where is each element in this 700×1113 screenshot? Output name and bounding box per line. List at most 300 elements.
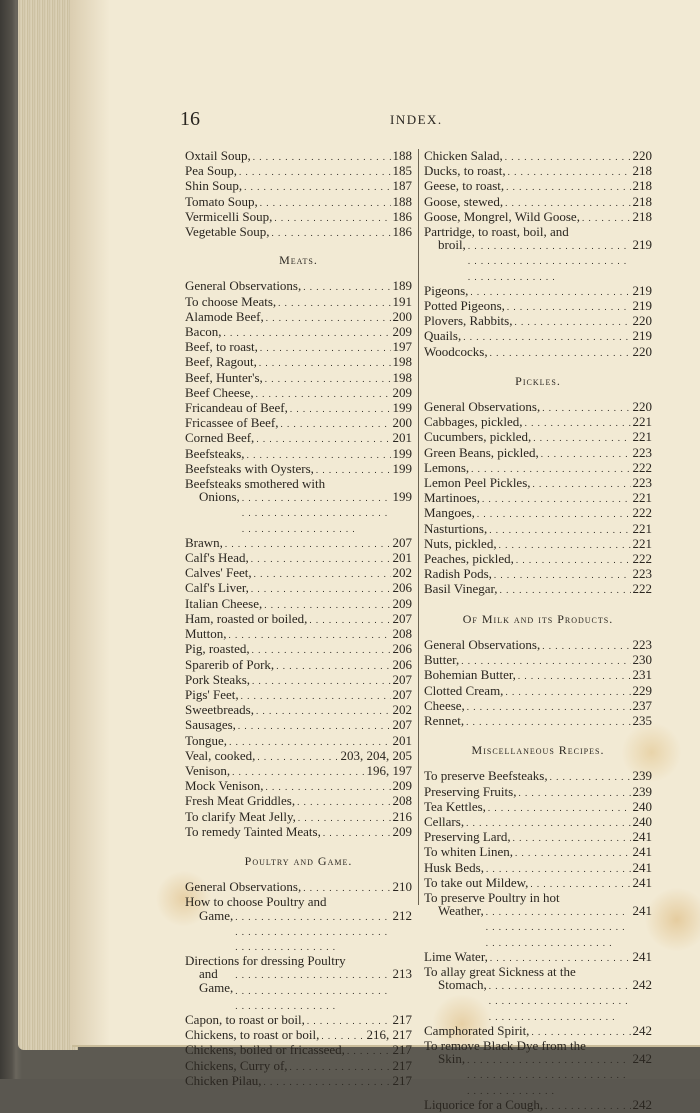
- entry-page: 206: [392, 580, 412, 596]
- index-entry: [424, 845, 652, 860]
- misc-list: [424, 769, 652, 891]
- index-entry: [185, 566, 412, 581]
- leader-dots: [265, 371, 391, 386]
- leader-dots: [251, 581, 391, 596]
- entry-name: Liquorice for a Cough,: [424, 1096, 544, 1112]
- leader-dots: [516, 552, 631, 567]
- entry-page: 216: [392, 808, 412, 824]
- leader-dots: [256, 386, 391, 401]
- section-heading-meats: Meats.: [279, 253, 318, 268]
- entry-name: Brawn,: [185, 534, 223, 550]
- leader-dots: [274, 210, 390, 225]
- entry-page: 218: [632, 178, 652, 194]
- entry-name-line2: Stomach,: [438, 977, 487, 993]
- leader-dots: [242, 490, 391, 536]
- index-entry: [185, 764, 412, 779]
- leader-dots: [278, 295, 390, 310]
- leader-dots: [297, 794, 390, 809]
- entry-page: 239: [632, 768, 652, 784]
- leader-dots: [290, 401, 391, 416]
- entry-page: 209: [392, 384, 412, 400]
- poultry-list: [185, 880, 412, 895]
- entry-name: Pigeons,: [424, 282, 469, 298]
- entry-name: General Observations,: [424, 636, 541, 652]
- misc-list-4: [424, 1098, 652, 1113]
- entry-page: 207: [392, 610, 412, 626]
- index-entry: [424, 179, 652, 194]
- entry-page: 220: [632, 399, 652, 415]
- entry-name: Chickens, boiled or fricasseed,: [185, 1042, 345, 1058]
- entry-page: 206: [392, 656, 412, 672]
- entry-name: Capon, to roast or boil,: [185, 1011, 305, 1027]
- meats-list-continued: [185, 536, 412, 840]
- index-entry: [424, 1098, 652, 1113]
- entry-name: Cheese,: [424, 697, 465, 713]
- entry-page: 221: [632, 535, 652, 551]
- leader-dots: [256, 703, 391, 718]
- leader-dots: [298, 810, 391, 825]
- page-header: [70, 108, 700, 132]
- entry-page: 237: [632, 697, 652, 713]
- index-entry: [424, 400, 652, 415]
- entry-page: 242: [632, 1022, 652, 1038]
- entry-page: 221: [632, 429, 652, 445]
- entry-name: Nasturtions,: [424, 520, 488, 536]
- leader-dots: [467, 1052, 630, 1098]
- meats-list: [185, 279, 412, 477]
- index-entry: [185, 164, 412, 179]
- poultry-list-right: [424, 149, 652, 225]
- leader-dots: [276, 658, 390, 673]
- leader-dots: [550, 769, 631, 784]
- entry-page: 223: [632, 444, 652, 460]
- entry-name: Sweetbreads,: [185, 702, 254, 718]
- leader-dots: [489, 978, 631, 1024]
- entry-page: 207: [392, 686, 412, 702]
- entry-page: 222: [632, 459, 652, 475]
- index-entry: [424, 785, 652, 800]
- leader-dots: [513, 830, 631, 845]
- leader-dots: [515, 845, 631, 860]
- poultry-list-continued: [185, 1013, 412, 1089]
- entry-page: 222: [632, 505, 652, 521]
- leader-dots: [281, 416, 391, 431]
- index-entry: [424, 345, 652, 360]
- index-entry: [185, 536, 412, 551]
- index-entry: [424, 950, 652, 965]
- entry-page: 196, 197: [366, 762, 412, 778]
- index-entry: [424, 284, 652, 299]
- entry-name: Veal, cooked,: [185, 747, 256, 763]
- entry-name: Pig, roasted,: [185, 641, 250, 657]
- entry-name: General Observations,: [185, 879, 302, 895]
- entry-line2: [185, 909, 412, 955]
- leader-dots: [260, 195, 391, 210]
- index-entry: [424, 684, 652, 699]
- entry-name: Green Beans, pickled,: [424, 444, 539, 460]
- index-entry: [185, 551, 412, 566]
- leader-dots: [505, 684, 630, 699]
- entry-page: 222: [632, 581, 652, 597]
- entry-name: Goose, Mongrel, Wild Goose,: [424, 208, 580, 224]
- leader-dots: [542, 638, 630, 653]
- entry-name: Geese, to roast,: [424, 178, 505, 194]
- leader-dots: [321, 1028, 364, 1043]
- leader-dots: [259, 355, 391, 370]
- index-entry: [424, 225, 652, 284]
- misc-list-3: [424, 1024, 652, 1039]
- entry-name: Goose, stewed,: [424, 193, 504, 209]
- leader-dots: [466, 815, 630, 830]
- index-entry: [185, 673, 412, 688]
- entry-name: Lemon Peel Pickles,: [424, 475, 531, 491]
- leader-dots: [518, 785, 630, 800]
- entry-page: 230: [632, 652, 652, 668]
- index-entry: [424, 567, 652, 582]
- leader-dots: [264, 1074, 391, 1089]
- poultry-list-right-continued: [424, 284, 652, 360]
- entry-page: 241: [632, 874, 652, 890]
- entry-page: 217: [392, 1011, 412, 1027]
- leader-dots: [471, 461, 630, 476]
- entry-page: 212: [392, 907, 412, 923]
- running-head: INDEX.: [390, 112, 443, 127]
- entry-name-line2: Onions,: [199, 489, 240, 505]
- entry-page: 218: [632, 163, 652, 179]
- entry-line2: [185, 490, 412, 536]
- entry-name: To preserve Beefsteaks,: [424, 768, 548, 784]
- soups-list: [185, 149, 412, 240]
- leader-dots: [470, 284, 630, 299]
- entry-name: Preserving Lard,: [424, 829, 511, 845]
- index-entry: [424, 1039, 652, 1098]
- entry-name: Chicken Pilau,: [185, 1072, 262, 1088]
- index-entry: [424, 537, 652, 552]
- entry-name-line2: Skin,: [438, 1051, 466, 1067]
- index-entry: [185, 179, 412, 194]
- index-entry: [424, 861, 652, 876]
- section-heading-milk: Of Milk and its Products.: [462, 611, 614, 626]
- pickles-list: [424, 400, 652, 598]
- leader-dots: [545, 1098, 630, 1113]
- entry-page: 223: [632, 636, 652, 652]
- index-entry: [185, 447, 412, 462]
- entry-name: Sausages,: [185, 717, 236, 733]
- entry-name: To choose Meats,: [185, 293, 277, 309]
- index-entry: [424, 430, 652, 445]
- entry-page: 229: [632, 682, 652, 698]
- entry-page: 219: [632, 328, 652, 344]
- entry-page: 222: [632, 551, 652, 567]
- entry-name: Woodcocks,: [424, 343, 488, 359]
- left-column: [185, 149, 412, 1089]
- entry-name: Cucumbers, pickled,: [424, 429, 532, 445]
- entry-name: Potted Pigeons,: [424, 298, 505, 314]
- leader-dots: [251, 551, 391, 566]
- entry-name: To clarify Meat Jelly,: [185, 808, 296, 824]
- leader-dots: [225, 536, 391, 551]
- entry-page: 210: [392, 879, 412, 895]
- entry-page: 188: [392, 193, 412, 209]
- column-rule: [418, 149, 419, 905]
- index-entry: [185, 895, 412, 954]
- entry-page: 220: [632, 148, 652, 163]
- index-entry: [185, 279, 412, 294]
- index-entry: [185, 225, 412, 240]
- entry-page: 187: [392, 178, 412, 194]
- entry-page: 221: [632, 520, 652, 536]
- index-entry: [424, 195, 652, 210]
- entry-page: 201: [392, 732, 412, 748]
- entry-name-line2: broil,: [438, 237, 466, 253]
- leader-dots: [247, 447, 391, 462]
- index-entry: [185, 416, 412, 431]
- index-entry: [424, 876, 652, 891]
- entry-name-line2: Weather,: [438, 903, 484, 919]
- entry-line2: [185, 967, 412, 1013]
- misc-list-2: [424, 950, 652, 965]
- entry-name: Shin Soup,: [185, 178, 243, 194]
- entry-name-line1: To preserve Poultry in hot: [424, 889, 560, 905]
- index-entry: [185, 749, 412, 764]
- leader-dots: [500, 582, 631, 597]
- entry-page: 200: [392, 308, 412, 324]
- entry-name: Beefsteaks smothered with: [185, 476, 326, 492]
- entry-name: Cabbages, pickled,: [424, 414, 523, 430]
- entry-name: Beef, Hunter's,: [185, 369, 263, 385]
- index-entry: [424, 830, 652, 845]
- index-entry: [185, 340, 412, 355]
- entry-name: Chickens, to roast or boil,: [185, 1027, 320, 1043]
- entry-name: Vegetable Soup,: [185, 224, 270, 240]
- index-entry: [185, 658, 412, 673]
- entry-name: Beefsteaks with Oysters,: [185, 460, 314, 476]
- leader-dots: [252, 673, 391, 688]
- entry-page: 209: [392, 778, 412, 794]
- leader-dots: [505, 149, 631, 164]
- entry-page: 208: [392, 793, 412, 809]
- entry-name: To take out Mildew,: [424, 874, 529, 890]
- entry-page: 209: [392, 324, 412, 340]
- index-entry: [185, 1028, 412, 1043]
- entry-name: Lime Water,: [424, 948, 488, 964]
- entry-name: Cellars,: [424, 813, 465, 829]
- index-entry: [424, 329, 652, 344]
- entry-page: 207: [392, 671, 412, 687]
- leader-dots: [499, 537, 631, 552]
- entry-page: 241: [632, 948, 652, 964]
- entry-name: To remedy Tainted Meats,: [185, 823, 321, 839]
- leader-dots: [541, 446, 631, 461]
- index-entry: [424, 699, 652, 714]
- entry-name: Chickens, Curry of,: [185, 1057, 288, 1073]
- entry-name: Nuts, pickled,: [424, 535, 497, 551]
- leader-dots: [347, 1043, 391, 1058]
- leader-dots: [486, 904, 631, 950]
- leader-dots: [256, 431, 390, 446]
- index-entry: [185, 581, 412, 596]
- leader-dots: [316, 462, 391, 477]
- entry-page: 241: [632, 903, 652, 919]
- entry-page: 241: [632, 844, 652, 860]
- index-entry: [424, 714, 652, 729]
- leader-dots: [518, 668, 631, 683]
- index-entry: [185, 295, 412, 310]
- entry-page: 239: [632, 783, 652, 799]
- leader-dots: [486, 861, 631, 876]
- index-entry: [185, 597, 412, 612]
- entry-page: 209: [392, 595, 412, 611]
- entry-name: Tongue,: [185, 732, 228, 748]
- leader-dots: [463, 329, 630, 344]
- entry-page: 235: [632, 712, 652, 728]
- index-entry: [424, 446, 652, 461]
- leader-dots: [229, 627, 391, 642]
- leader-dots: [239, 164, 391, 179]
- leader-dots: [490, 345, 631, 360]
- leader-dots: [514, 314, 630, 329]
- entry-page: 213: [392, 966, 412, 982]
- entry-name: Bohemian Butter,: [424, 667, 516, 683]
- entry-page: 198: [392, 354, 412, 370]
- entry-name: Butter,: [424, 652, 460, 668]
- milk-list: [424, 638, 652, 729]
- entry-page: 241: [632, 859, 652, 875]
- entry-page: 206: [392, 641, 412, 657]
- leader-dots: [271, 225, 390, 240]
- entry-name: Camphorated Spirit,: [424, 1022, 530, 1038]
- entry-page: 200: [392, 415, 412, 431]
- entry-page: 203, 204, 205: [340, 747, 412, 763]
- leader-dots: [525, 415, 631, 430]
- index-entry: [185, 718, 412, 733]
- leader-dots: [235, 909, 390, 955]
- entry-name: Sparerib of Pork,: [185, 656, 275, 672]
- index-entry: [185, 431, 412, 446]
- section-heading-pickles: Pickles.: [515, 373, 561, 388]
- index-entry: [185, 1059, 412, 1074]
- entry-line2: [424, 238, 652, 284]
- index-entry: [185, 954, 412, 1013]
- index-entry: [424, 210, 652, 225]
- leader-dots: [507, 299, 631, 314]
- index-entry: [424, 491, 652, 506]
- entry-name-line1: To remove Black Dye from the: [424, 1037, 586, 1053]
- leader-dots: [466, 714, 630, 729]
- entry-name-line1: To allay great Sickness at the: [424, 963, 576, 979]
- entry-page: 207: [392, 534, 412, 550]
- entry-name: Beefsteaks,: [185, 445, 245, 461]
- entry-page: 186: [392, 208, 412, 224]
- leader-dots: [531, 1024, 630, 1039]
- page-edges: [18, 0, 78, 1050]
- entry-name: Mock Venison,: [185, 778, 264, 794]
- entry-name: Fricassee of Beef,: [185, 415, 279, 431]
- entry-line2: [424, 1052, 652, 1098]
- index-entry: [185, 880, 412, 895]
- section-heading-poultry: Poultry and Game.: [244, 853, 353, 868]
- leader-dots: [303, 880, 390, 895]
- entry-page: 219: [632, 282, 652, 298]
- leader-dots: [468, 238, 631, 284]
- index-entry: [424, 653, 652, 668]
- entry-name: Vermicelli Soup,: [185, 208, 273, 224]
- entry-name: Husk Beds,: [424, 859, 484, 875]
- entry-name-line1: Directions for dressing Poultry: [185, 953, 346, 969]
- entry-name: Calves' Feet,: [185, 565, 252, 581]
- index-entry: [424, 522, 652, 537]
- entry-name: Beef Cheese,: [185, 384, 254, 400]
- entry-name: Radish Pods,: [424, 566, 492, 582]
- index-entry: [185, 703, 412, 718]
- entry-name: Mangoes,: [424, 505, 475, 521]
- entry-page: 231: [632, 667, 652, 683]
- entry-page: 219: [632, 237, 652, 253]
- entry-page: 199: [392, 400, 412, 416]
- leader-dots: [477, 506, 631, 521]
- entry-name: Quails,: [424, 328, 462, 344]
- index-entry: [424, 506, 652, 521]
- index-entry: [185, 810, 412, 825]
- entry-name: Beef, Ragout,: [185, 354, 257, 370]
- entry-page: 199: [392, 445, 412, 461]
- index-entry: [185, 779, 412, 794]
- leader-dots: [229, 734, 390, 749]
- entry-name-line1: Partridge, to roast, boil, and: [424, 224, 569, 240]
- index-entry: [185, 310, 412, 325]
- entry-name-line2: and Game,: [199, 966, 234, 995]
- leader-dots: [494, 567, 631, 582]
- index-entry: [185, 1013, 412, 1028]
- entry-name: Italian Cheese,: [185, 595, 263, 611]
- entry-page: 240: [632, 798, 652, 814]
- entry-line2: [424, 904, 652, 950]
- index-entry: [185, 688, 412, 703]
- leader-dots: [265, 779, 390, 794]
- leader-dots: [542, 400, 630, 415]
- leader-dots: [506, 179, 630, 194]
- entry-page: 242: [632, 1051, 652, 1067]
- index-entry: [185, 210, 412, 225]
- entry-page: 199: [392, 460, 412, 476]
- entry-page: 218: [632, 208, 652, 224]
- index-entry: [424, 415, 652, 430]
- entry-name: Ham, roasted or boiled,: [185, 610, 308, 626]
- entry-name: Preserving Fruits,: [424, 783, 517, 799]
- entry-page: 209: [392, 823, 412, 839]
- index-entry: [185, 401, 412, 416]
- index-entry: [185, 627, 412, 642]
- entry-name: Corned Beef,: [185, 430, 255, 446]
- entry-name: Clotted Cream,: [424, 682, 504, 698]
- index-entry: [185, 371, 412, 386]
- leader-dots: [241, 688, 391, 703]
- entry-name: Beef, to roast,: [185, 339, 258, 355]
- entry-page: 221: [632, 414, 652, 430]
- index-entry: [424, 314, 652, 329]
- entry-page: 217: [392, 1042, 412, 1058]
- leader-dots: [461, 653, 630, 668]
- entry-name: Venison,: [185, 762, 231, 778]
- entry-name-line1: How to choose Poultry and: [185, 894, 327, 910]
- leader-dots: [253, 149, 391, 164]
- index-entry: [424, 552, 652, 567]
- entry-name: Alamode Beef,: [185, 308, 264, 324]
- index-entry: [424, 476, 652, 491]
- index-entry: [185, 734, 412, 749]
- entry-name: Fresh Meat Griddles,: [185, 793, 296, 809]
- index-entry: [424, 1024, 652, 1039]
